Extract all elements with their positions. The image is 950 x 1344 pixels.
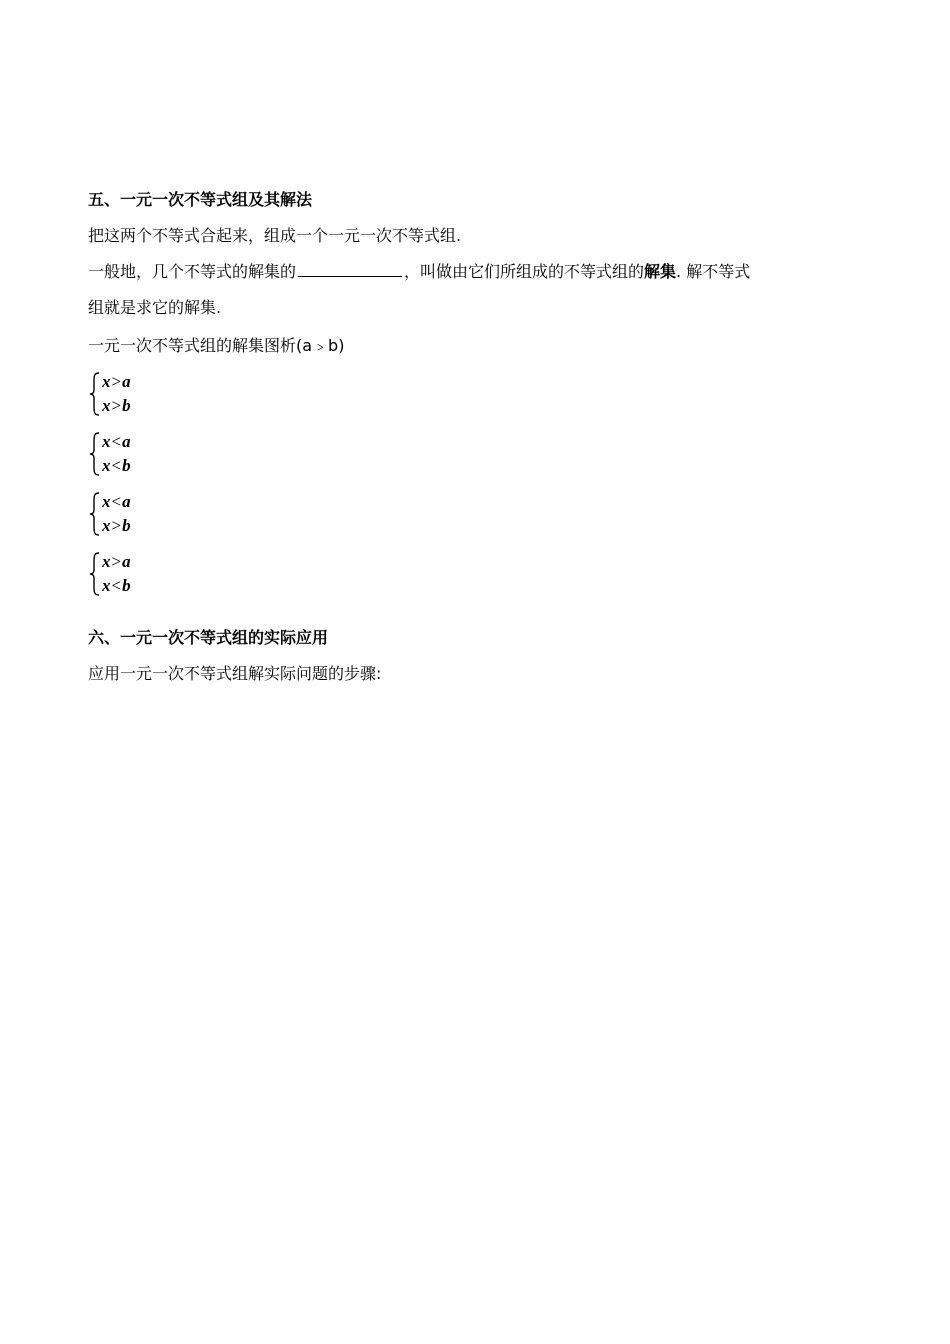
section5-line1: 把这两个不等式合起来，组成一个一元一次不等式组. bbox=[88, 226, 462, 245]
system-3-bottom: x>b bbox=[102, 516, 131, 535]
inequality-system-3 bbox=[88, 492, 168, 536]
section5-line2 bbox=[88, 262, 750, 282]
left-brace-icon bbox=[88, 552, 102, 596]
section5-line4: 一元一次不等式组的解集图析(a﹥b) bbox=[88, 336, 345, 355]
section5-line3: 组就是求它的解集. bbox=[88, 298, 222, 317]
inequality-system-2 bbox=[88, 432, 168, 476]
line2-mid: ，叫做由它们所组成的不等式组的 bbox=[404, 262, 645, 281]
system-4-top: x>a bbox=[102, 552, 131, 571]
system-4-bottom: x<b bbox=[102, 576, 131, 595]
line2-bold-term: 解集 bbox=[644, 262, 677, 281]
inequality-system-1 bbox=[88, 372, 168, 416]
left-brace-icon bbox=[88, 432, 102, 476]
inequality-system-4 bbox=[88, 552, 168, 596]
left-brace-icon bbox=[88, 372, 102, 416]
system-1-bottom: x>b bbox=[102, 396, 131, 415]
section6-heading: 六、一元一次不等式组的实际应用 bbox=[88, 628, 329, 647]
system-3-top: x<a bbox=[102, 492, 131, 511]
system-1-top: x>a bbox=[102, 372, 131, 391]
system-2-top: x<a bbox=[102, 432, 131, 451]
fill-in-blank bbox=[298, 262, 402, 277]
section6-line1: 应用一元一次不等式组解实际问题的步骤: bbox=[88, 664, 382, 683]
section5-heading: 五、一元一次不等式组及其解法 bbox=[88, 190, 313, 209]
system-2-bottom: x<b bbox=[102, 456, 131, 475]
line2-pre: 一般地，几个不等式的解集的 bbox=[88, 262, 297, 281]
line2-post: . 解不等式 bbox=[676, 262, 751, 281]
left-brace-icon bbox=[88, 492, 102, 536]
